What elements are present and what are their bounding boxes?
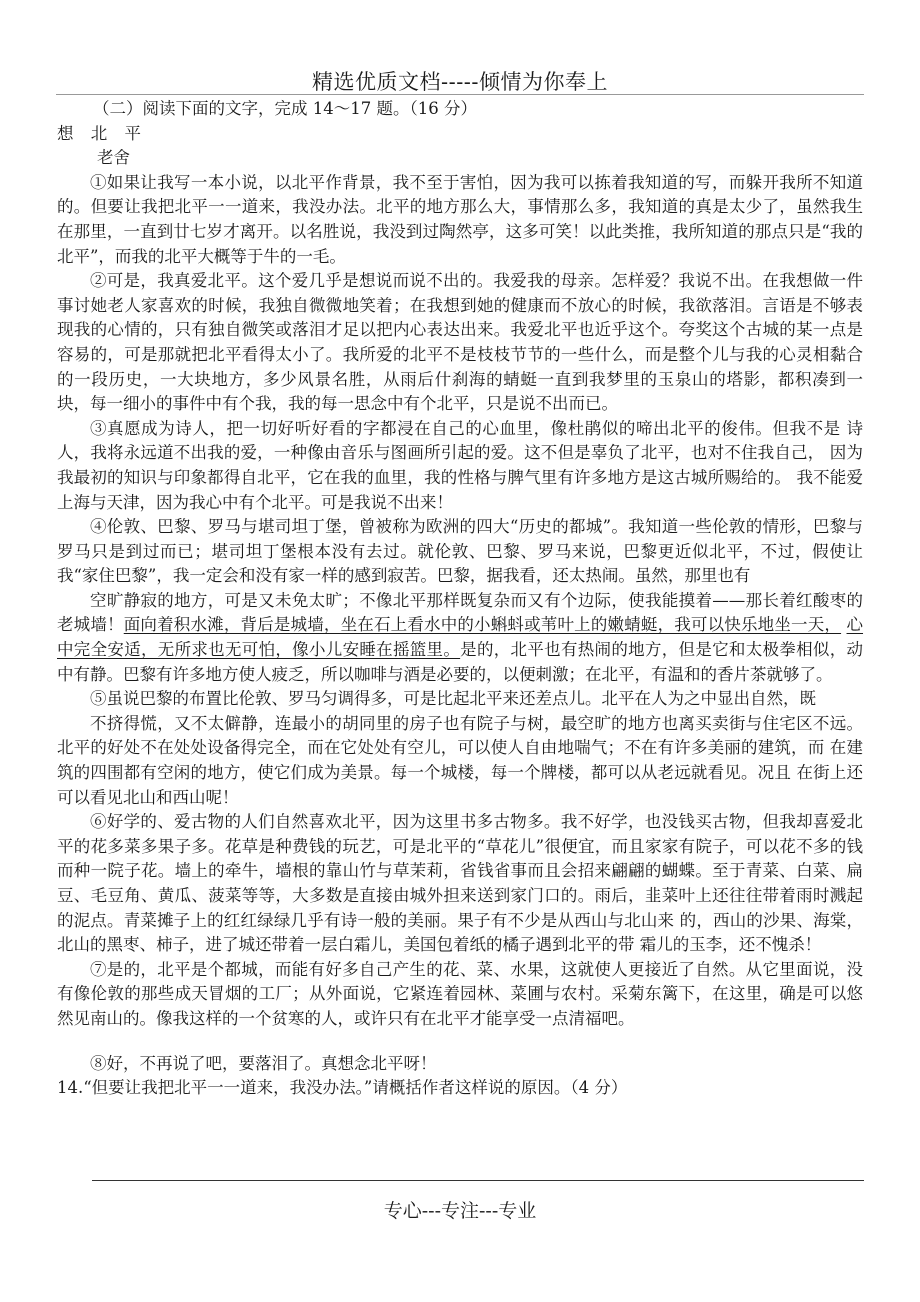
reading-passage	[57, 97, 863, 1101]
paragraph-4-continued	[57, 589, 863, 687]
paragraph-7: ⑦是的，北平是个都城，而能有好多自己产生的花、菜、水果，这就使人更接近了自然。从它里面说，没有像伦敦的那些成天冒烟的工厂；从外面说，它紧连着园林、菜圃与农村。采菊东篱下，在这里，确是可以悠然见南山的。像我这样的一个贫寒的人，或许只有在北平才能享受一点清福吧。	[57, 959, 863, 1028]
underlined-sentence-1: 面向着积水滩，背后是城墙，坐在石上看水中的小蝌蚪或苇叶上的嫩蜻蜓，我可以快乐地坐一天，	[123, 615, 842, 635]
paragraph-3: ③真愿成为诗人，把一切好听好看的字都浸在自己的心血里，像杜鹃似的啼出北平的俊伟。但我不是 诗人，我将永远道不出我的爱，一种像由音乐与图画所引起的爱。这不但是辜负了北平，也对不住我自己， 因为我最初的知识与印象都得自北平，它在我的血里，我的性格与脾气里有许多地方是这古城所赐给的。 我不能爱上海与天津，因为我心中有个北平。可是我说不出来！	[57, 418, 863, 512]
paragraph-4-text-a: 空旷静寂的地方，可是又未免太旷；不像北平那样既复杂而又有个边际，使我能摸着——那长着红酸枣的老城墙！	[57, 590, 863, 635]
paragraph-5: ⑤虽说巴黎的布置比伦敦、罗马匀调得多，可是比起北平来还差点儿。北平在人为之中显出自然，既	[90, 689, 816, 709]
paragraph-1: ①如果让我写一本小说，以北平作背景，我不至于害怕，因为我可以拣着我知道的写，而躲开我所不知道的。但要让我把北平一一道来，我没办法。北平的地方那么大，事情那么多，我知道的真是太少了，虽然我生在那里，一直到廿七岁才离开。以名胜说，我没到过陶然亭，这多可笑！以此类推，我所知道的那点只是“我的北平”，而我的北平大概等于牛的一毛。	[57, 172, 863, 266]
question-14: 14.“但要让我把北平一一道来，我没办法。”请概括作者这样说的原因。（4 分）	[57, 1078, 628, 1098]
section-instruction: （二）阅读下面的文字，完成 14～17 题。（16 分）	[93, 99, 477, 118]
header-divider	[56, 94, 864, 95]
paragraph-2: ②可是，我真爱北平。这个爱几乎是想说而说不出的。我爱我的母亲。怎样爱？我说不出。在我想做一件事讨她老人家喜欢的时候，我独自微微地笑着；在我想到她的健康而不放心的时候，我欲落泪。言语是不够表现我的心情的，只有独自微笑或落泪才足以把内心表达出来。我爱北平也近乎这个。夸奖这个古城的某一点是容易的，可是那就把北平看得太小了。我所爱的北平不是枝枝节节的一些什么，而是整个儿与我的心灵相黏合的一段历史，一大块地方，多少风景名胜，从雨后什刹海的蜻蜓一直到我梦里的玉泉山的塔影，都积凑到一块，每一细小的事件中有个我，我的每一思念中有个北平，只是说不出而已。	[57, 271, 863, 414]
spacer	[57, 1032, 863, 1052]
paragraph-5-continued: 不挤得慌，又不太僻静，连最小的胡同里的房子也有院子与树，最空旷的地方也离买卖街与住宅区不远。 北平的好处不在处处设备得完全，而在它处处有空儿，可以使人自由地喘气；不在有许多美丽的建筑，而 在建筑的四围都有空闲的地方，使它们成为美景。每一个城楼，每一个牌楼，都可以从老远就看见。况且 在街上还可以看见北山和西山呢！	[57, 713, 863, 807]
paragraph-6: ⑥好学的、爱古物的人们自然喜欢北平，因为这里书多古物多。我不好学，也没钱买古物，但我却喜爱北平的花多菜多果子多。花草是种费钱的玩艺，可是北平的“草花儿”很便宜，而且家家有院子，可以花不多的钱而种一院子花。墙上的牵牛，墙根的靠山竹与草茉莉，省钱省事而且会招来翩翩的蝴蝶。至于青菜、白菜、扁豆、毛豆角、黄瓜、菠菜等等，大多数是直接由城外担来送到家门口的。雨后，韭菜叶上还往往带着雨时溅起的泥点。青菜摊子上的红红绿绿几乎有诗一般的美丽。果子有不少是从西山与北山来 的，西山的沙果、海棠，北山的黑枣、柿子，进了城还带着一层白霜儿，美国包着纸的橘子遇到北平的带 霜儿的玉李，还不愧杀！	[57, 812, 863, 955]
page-header: 精选优质文档-----倾情为你奉上	[312, 70, 608, 94]
paragraph-8: ⑧好，不再说了吧，要落泪了。真想念北平呀！	[90, 1053, 437, 1073]
paragraph-4: ④伦敦、巴黎、罗马与堪司坦丁堡，曾被称为欧洲的四大“历史的都城”。我知道一些伦敦的情形，巴黎与罗马只是到过而已；堪司坦丁堡根本没有去过。就伦敦、巴黎、罗马来说，巴黎更近似北平，不过，假使让我“家住巴黎”，我一定会和没有家一样的感到寂苦。巴黎，据我看，还太热闹。虽然，那里也有	[57, 517, 863, 586]
underlined-sentence-2: 心中完全安适，无所求也无可怕，像小儿安睡在摇篮里。	[57, 615, 864, 660]
paragraph-4-text-b: 是的，北平也有热闹的地方，但是它和太极拳相似，动中有静。巴黎有许多地方使人疲乏，所以咖啡与酒是必要的，以便刺激；在北平，有温和的香片茶就够了。	[57, 640, 864, 684]
footer-divider	[92, 1180, 864, 1181]
essay-author: 老舍	[97, 148, 130, 168]
essay-title: 想 北 平	[57, 123, 147, 143]
page-footer: 专心---专注---专业	[383, 1200, 537, 1222]
